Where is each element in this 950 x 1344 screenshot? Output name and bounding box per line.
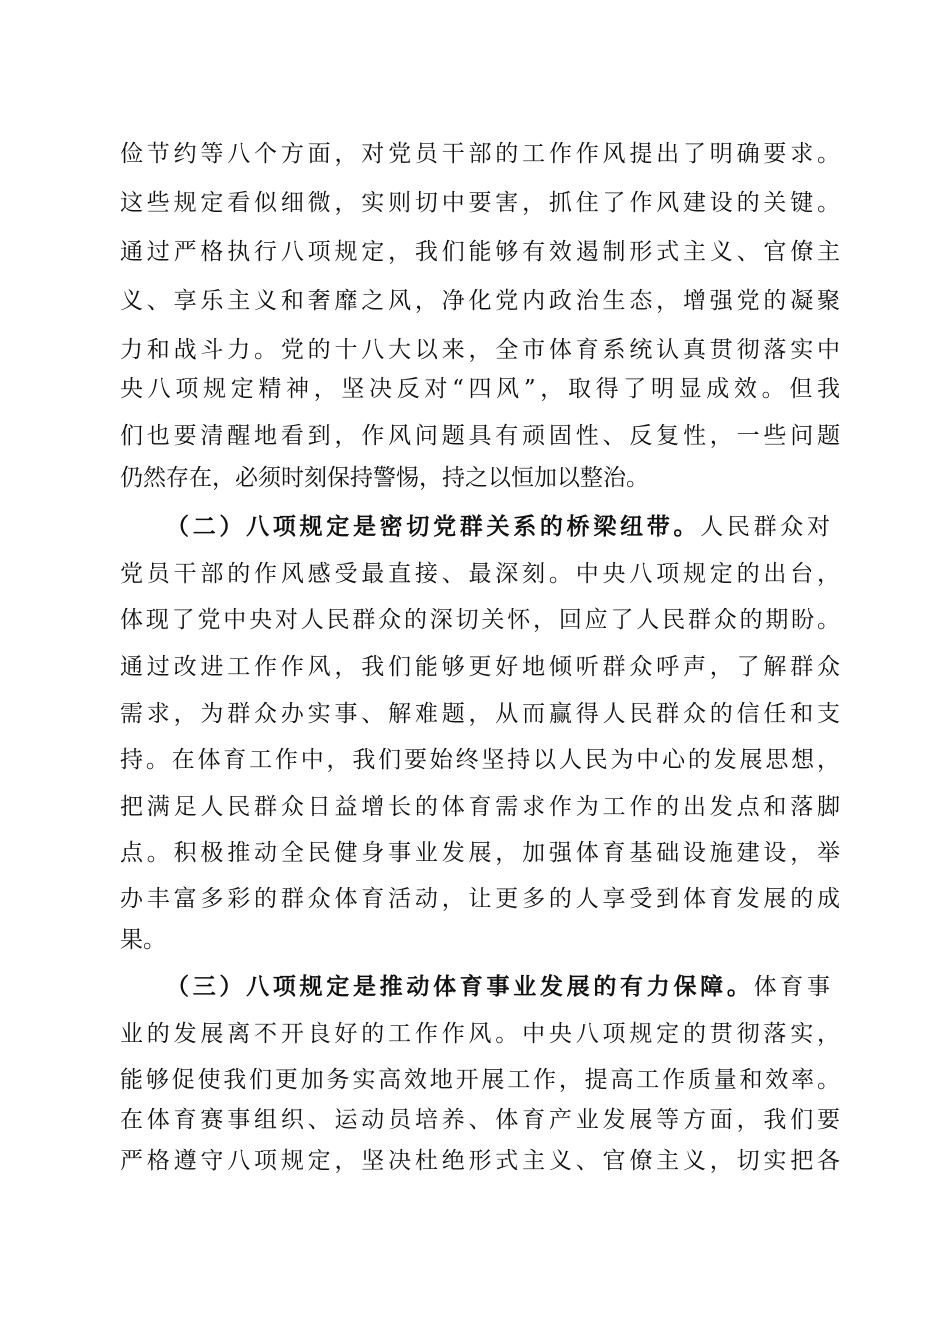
text-line: 办丰富多彩的群众体育活动，让更多的人享受到体育发展的成 bbox=[120, 886, 840, 912]
text-run: 体育事 bbox=[753, 974, 831, 1000]
text-line: 业的发展离不开良好的工作作风。中央八项规定的贯彻落实， bbox=[120, 1021, 840, 1047]
text-line: 体现了党中央对人民群众的深切关怀，回应了人民群众的期盼。 bbox=[120, 607, 840, 633]
section-heading: （三）八项规定是推动体育事业发展的有力保障。 bbox=[166, 973, 754, 1000]
text-line: 通过改进工作作风，我们能够更好地倾听群众呼声，了解群众 bbox=[120, 654, 840, 680]
text-run: 人民群众对 bbox=[700, 514, 831, 540]
text-line: 持。在体育工作中，我们要始终坚持以人民为中心的发展思想， bbox=[120, 747, 840, 773]
text-line: 点。积极推动全民健身事业发展，加强体育基础设施建设，举 bbox=[120, 840, 840, 866]
text-line: 需求，为群众办实事、解难题，从而赢得人民群众的信任和支 bbox=[120, 701, 840, 727]
text-line: 通过严格执行八项规定，我们能够有效遏制形式主义、官僚主 bbox=[120, 239, 840, 265]
paragraph-heading-line bbox=[166, 967, 830, 1007]
text-line: 力和战斗力。党的十八大以来，全市体育系统认真贯彻落实中 bbox=[120, 337, 840, 363]
section-heading: （二）八项规定是密切党群关系的桥梁纽带。 bbox=[166, 513, 701, 540]
text-line: 仍然存在，必须时刻保持警惕，持之以恒加以整治。 bbox=[120, 465, 649, 491]
text-line: 义、享乐主义和奢靡之风，净化党内政治生态，增强党的凝聚 bbox=[120, 288, 840, 314]
text-line: 这些规定看似细微，实则切中要害，抓住了作风建设的关键。 bbox=[120, 190, 840, 216]
text-line: 在体育赛事组织、运动员培养、体育产业发展等方面，我们要 bbox=[120, 1107, 840, 1133]
text-line: 央八项规定精神，坚决反对“四风”，取得了明显成效。但我 bbox=[120, 376, 840, 402]
text-line: 们也要清醒地看到，作风问题具有顽固性、反复性，一些问题 bbox=[120, 423, 840, 449]
text-line: 果。 bbox=[120, 927, 166, 953]
text-line: 把满足人民群众日益增长的体育需求作为工作的出发点和落脚 bbox=[120, 794, 840, 820]
text-line: 党员干部的作风感受最直接、最深刻。中央八项规定的出台， bbox=[120, 561, 840, 587]
text-line: 严格遵守八项规定，坚决杜绝形式主义、官僚主义，切实把各 bbox=[120, 1148, 840, 1174]
text-line: 俭节约等八个方面，对党员干部的工作作风提出了明确要求。 bbox=[120, 141, 840, 167]
text-line: 能够促使我们更加务实高效地开展工作，提高工作质量和效率。 bbox=[120, 1067, 840, 1093]
paragraph-heading-line bbox=[166, 507, 830, 547]
